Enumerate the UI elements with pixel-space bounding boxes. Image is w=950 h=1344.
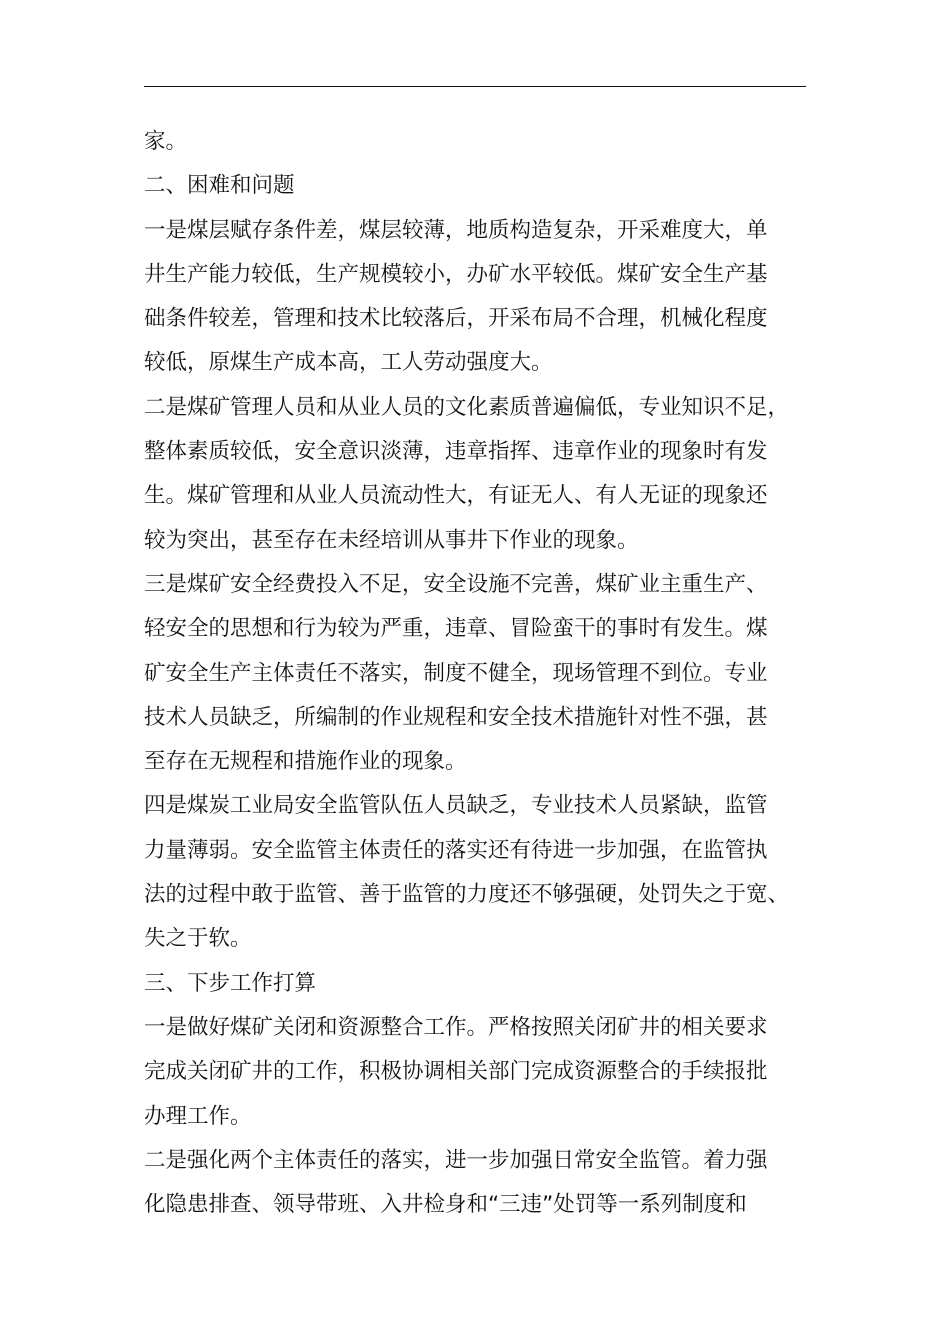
- text-line: 失之于软。: [144, 926, 252, 952]
- text-line: 矿安全生产主体责任不落实，制度不健全，现场管理不到位。专业: [144, 660, 768, 686]
- text-line: 至存在无规程和措施作业的现象。: [144, 749, 467, 775]
- text-line: 法的过程中敢于监管、善于监管的力度还不够强硬，处罚失之于宽、: [144, 882, 790, 908]
- text-line: 化隐患排查、领导带班、入井检身和“三违”处罚等一系列制度和: [144, 1192, 747, 1218]
- text-line: 轻安全的思想和行为较为严重，违章、冒险蛮干的事时有发生。煤: [144, 616, 768, 642]
- text-line: 二是煤矿管理人员和从业人员的文化素质普遍偏低，专业知识不足，: [144, 394, 790, 420]
- section-heading-next-steps: 三、下步工作打算: [144, 970, 317, 996]
- text-line: 技术人员缺乏，所编制的作业规程和安全技术措施针对性不强，甚: [144, 704, 768, 730]
- text-line: 办理工作。: [144, 1103, 252, 1129]
- text-line: 整体素质较低，安全意识淡薄，违章指挥、违章作业的现象时有发: [144, 439, 768, 465]
- text-line: 较为突出，甚至存在未经培训从事井下作业的现象。: [144, 527, 639, 553]
- text-line: 完成关闭矿井的工作，积极协调相关部门完成资源整合的手续报批: [144, 1059, 768, 1085]
- text-line: 二是强化两个主体责任的落实，进一步加强日常安全监管。着力强: [144, 1147, 768, 1173]
- header-divider: [144, 86, 806, 87]
- text-line: 井生产能力较低，生产规模较小，办矿水平较低。煤矿安全生产基: [144, 261, 768, 287]
- text-line: 较低，原煤生产成本高，工人劳动强度大。: [144, 350, 553, 376]
- text-line: 生。煤矿管理和从业人员流动性大，有证无人、有人无证的现象还: [144, 483, 768, 509]
- text-line: 础条件较差，管理和技术比较落后，开采布局不合理，机械化程度: [144, 306, 768, 332]
- text-line: 三是煤矿安全经费投入不足，安全设施不完善，煤矿业主重生产、: [144, 571, 768, 597]
- paragraph-continuation: 家。: [144, 129, 188, 154]
- text-line: 力量薄弱。安全监管主体责任的落实还有待进一步加强，在监管执: [144, 837, 768, 863]
- text-line: 四是煤炭工业局安全监管队伍人员缺乏，专业技术人员紧缺，监管: [144, 793, 768, 819]
- text-line: 一是做好煤矿关闭和资源整合工作。严格按照关闭矿井的相关要求: [144, 1014, 768, 1040]
- text-line: 一是煤层赋存条件差，煤层较薄，地质构造复杂，开采难度大，单: [144, 217, 768, 243]
- document-body: [144, 120, 806, 1227]
- section-heading-difficulties: 二、困难和问题: [144, 173, 295, 199]
